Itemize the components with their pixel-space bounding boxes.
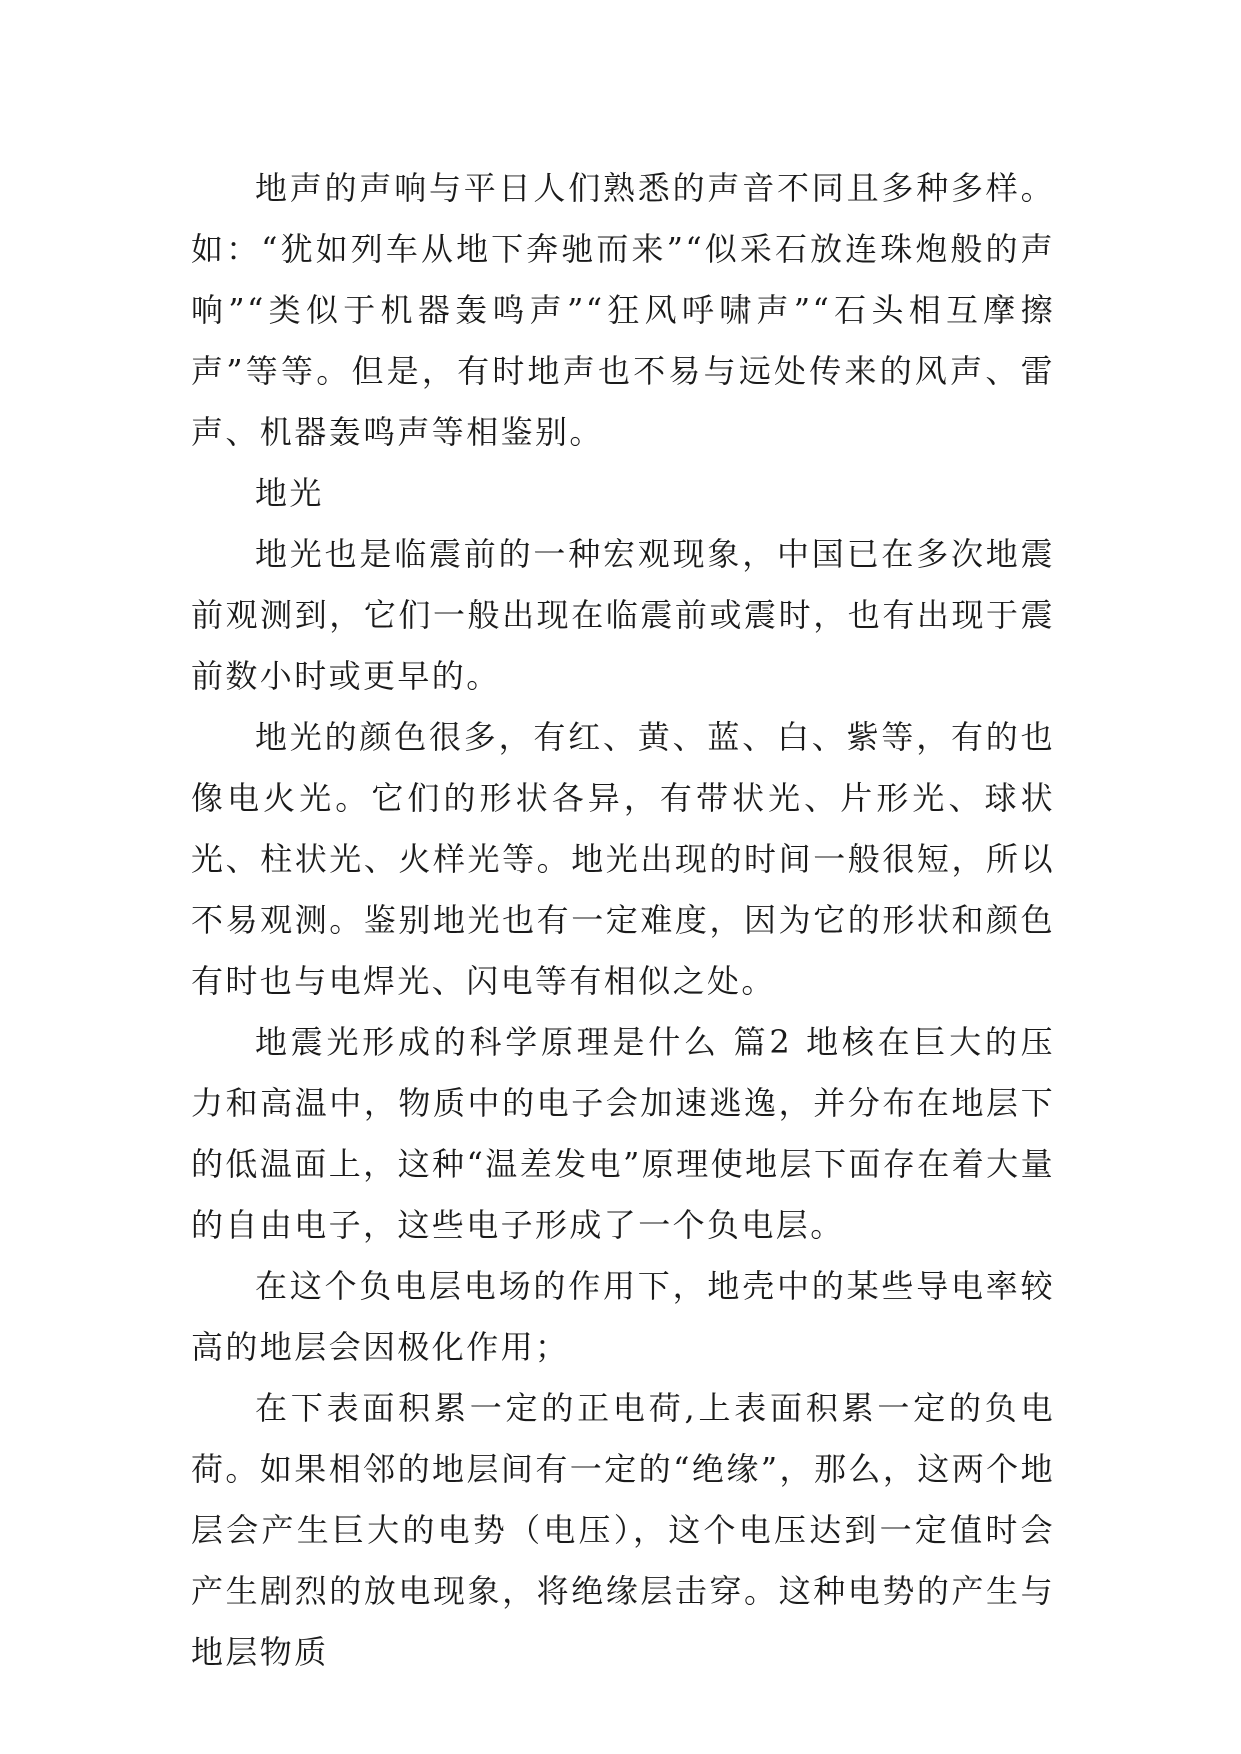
paragraph-earth-sound: 地声的声响与平日人们熟悉的声音不同且多种多样。如：“犹如列车从地下奔驰而来”“似采石放连珠炮般的声响”“类似于机器轰鸣声”“狂风呼啸声”“石头相互摩擦声”等等。但是，有时地声也不易与远处传来的风声、雷声、机器轰鸣声等相鉴别。 bbox=[191, 169, 1055, 451]
document-body bbox=[191, 158, 1055, 1683]
paragraph-earth-light-colors: 地光的颜色很多，有红、黄、蓝、白、紫等，有的也像电火光。它们的形状各异，有带状光、片形光、球状光、柱状光、火样光等。地光出现的时间一般很短，所以不易观测。鉴别地光也有一定难度，因为它的形状和颜色有时也与电焊光、闪电等有相似之处。 bbox=[191, 718, 1055, 1000]
paragraph-discharge: 在下表面积累一定的正电荷,上表面积累一定的负电荷。如果相邻的地层间有一定的“绝缘”，那么，这两个地层会产生巨大的电势（电压），这个电压达到一定值时会产生剧烈的放电现象，将绝缘层击穿。这种电势的产生与地层物质 bbox=[191, 1389, 1055, 1671]
paragraph-earth-light-intro: 地光也是临震前的一种宏观现象，中国已在多次地震前观测到，它们一般出现在临震前或震时，也有出现于震前数小时或更早的。 bbox=[191, 535, 1055, 695]
section-heading-earth-light: 地光 bbox=[255, 474, 324, 512]
paragraph-polarization: 在这个负电层电场的作用下，地壳中的某些导电率较高的地层会因极化作用； bbox=[191, 1267, 1055, 1366]
paragraph-principle: 地震光形成的科学原理是什么 篇2 地核在巨大的压力和高温中，物质中的电子会加速逃逸，并分布在地层下的低温面上，这种“温差发电”原理使地层下面存在着大量的自由电子，这些电子形成了一个负电层。 bbox=[191, 1023, 1055, 1244]
